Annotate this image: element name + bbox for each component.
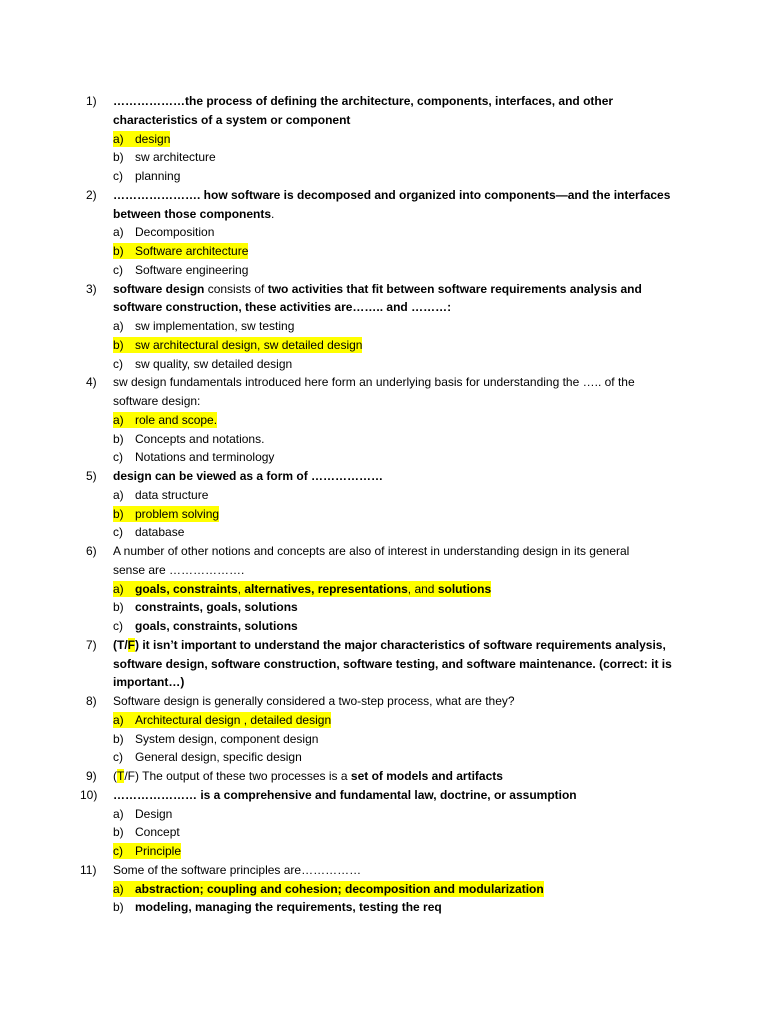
question-number: 5): [86, 469, 97, 483]
question-number: 4): [86, 375, 97, 390]
text-run: design can be viewed as a form of ………………: [113, 469, 384, 483]
text-run: Software engineering: [135, 262, 249, 277]
answer-option: [113, 524, 184, 540]
text-run: …………………. how software is decomposed and organized into components—and the interfaces: [113, 187, 671, 202]
option-letter: c): [113, 750, 123, 765]
question-text: [113, 187, 670, 203]
question-text: [113, 562, 244, 578]
text-run: .: [271, 206, 275, 221]
text-run: sw implementation, sw testing: [135, 319, 295, 333]
question-text: [113, 93, 613, 109]
text-run: goals, constraints: [135, 581, 238, 596]
question-number: 10): [80, 787, 98, 802]
question-text: [113, 787, 577, 803]
text-run: Principle: [135, 844, 182, 858]
text-run: design: [135, 131, 171, 146]
text-run: ) it isn’t important to understand the major characteristics of software requirements analysis,: [135, 637, 666, 652]
question-text: [113, 374, 635, 390]
text-run: ………………the process of defining the architecture, components, interfaces, and other: [113, 94, 614, 108]
text-run: Software design is generally considered a two-step process, what are they?: [113, 694, 515, 708]
option-letter: b): [113, 150, 124, 165]
question-text: [113, 543, 629, 559]
option-letter: b): [113, 825, 124, 840]
text-run: consists of: [204, 281, 268, 296]
answer-option-highlighted: [113, 412, 217, 428]
option-letter: b): [113, 731, 124, 746]
text-run: important…): [113, 675, 185, 690]
answer-option: [113, 262, 248, 278]
text-run: characteristics of a system or component: [113, 112, 351, 127]
text-run: , and: [407, 581, 438, 596]
text-run: Some of the software principles are……………: [113, 862, 362, 877]
text-run: two activities that fit between software requirements analysis and: [267, 281, 642, 296]
option-letter: c): [113, 450, 123, 465]
text-run: data structure: [135, 487, 209, 502]
option-letter: c): [113, 844, 123, 858]
question-number: 6): [86, 544, 97, 558]
text-run: sw architecture: [135, 150, 216, 165]
option-letter: b): [113, 506, 124, 521]
text-run: (: [113, 769, 117, 783]
option-letter: c): [113, 619, 123, 633]
option-letter: c): [113, 356, 123, 371]
answer-option-highlighted: [113, 881, 544, 897]
question-text: [113, 299, 451, 315]
option-letter: b): [113, 244, 124, 258]
answer-option-highlighted: [113, 337, 362, 353]
text-run: T: [117, 769, 125, 783]
text-run: constraints, goals, solutions: [135, 600, 298, 615]
text-run: General design, specific design: [135, 750, 302, 765]
text-run: System design, component design: [135, 731, 319, 746]
text-run: sw architectural design, sw detailed design: [135, 337, 363, 352]
option-letter: a): [113, 712, 124, 727]
answer-option: [113, 824, 180, 840]
option-letter: b): [113, 900, 124, 915]
question-text: [113, 206, 274, 222]
answer-option-highlighted: [113, 843, 181, 859]
answer-option-highlighted: [113, 131, 170, 147]
text-run: problem solving: [135, 506, 220, 521]
text-run: A number of other notions and concepts are also of interest in understanding design in its general: [113, 544, 630, 558]
question-number: 11): [80, 862, 97, 877]
text-run: Software architecture: [135, 244, 249, 258]
question-number: 2): [86, 187, 97, 202]
question-text: [113, 656, 672, 672]
text-run: sw quality, sw detailed design: [135, 356, 293, 371]
text-run: modeling, managing the requirements, testing the req: [135, 900, 442, 915]
option-letter: c): [113, 525, 123, 540]
answer-option: [113, 168, 180, 184]
question-text: [113, 393, 200, 409]
answer-option: [113, 806, 172, 822]
answer-option: [113, 487, 208, 503]
answer-option: [113, 149, 216, 165]
text-run: Notations and terminology: [135, 450, 275, 465]
option-letter: a): [113, 581, 124, 596]
question-text: [113, 468, 383, 484]
text-run: Design: [135, 806, 173, 821]
option-letter: a): [113, 487, 124, 502]
text-run: software design:: [113, 394, 201, 408]
question-number: 7): [86, 637, 97, 652]
answer-option: [113, 356, 292, 372]
answer-option: [113, 431, 264, 447]
question-number: 3): [86, 281, 97, 296]
option-letter: b): [113, 337, 124, 352]
text-run: database: [135, 525, 185, 540]
text-run: Decomposition: [135, 225, 215, 240]
question-text: [113, 768, 503, 784]
text-run: planning: [135, 169, 181, 183]
option-letter: b): [113, 431, 124, 446]
answer-option: [113, 318, 294, 334]
text-run: Concepts and notations.: [135, 431, 265, 446]
option-letter: a): [113, 319, 124, 333]
answer-option-highlighted: [113, 243, 248, 259]
question-number: 8): [86, 694, 97, 708]
text-run: sense are ……………….: [113, 562, 245, 577]
option-letter: c): [113, 169, 123, 183]
question-number: 1): [86, 94, 97, 108]
text-run: set of models and artifacts: [350, 769, 503, 783]
text-run: (T/: [113, 637, 128, 652]
text-run: F: [127, 637, 136, 652]
option-letter: a): [113, 131, 124, 146]
option-letter: a): [113, 412, 124, 427]
option-letter: a): [113, 806, 124, 821]
answer-option: [113, 749, 302, 765]
option-letter: b): [113, 600, 124, 615]
answer-option-highlighted: [113, 712, 331, 728]
question-text: [113, 637, 666, 653]
question-text: [113, 693, 515, 709]
question-text: [113, 862, 361, 878]
text-run: Concept: [135, 825, 180, 840]
text-run: software construction, these activities are…….. and ………:: [113, 300, 452, 315]
question-text: [113, 112, 350, 128]
option-letter: a): [113, 881, 124, 896]
text-run: goals, constraints, solutions: [135, 619, 298, 633]
option-letter: a): [113, 225, 124, 240]
answer-option: [113, 731, 318, 747]
text-run: alternatives, representations: [244, 581, 408, 596]
text-run: ………………… is a comprehensive and fundamental law, doctrine, or assumption: [113, 787, 577, 802]
text-run: role and scope.: [135, 412, 218, 427]
answer-option: [113, 899, 442, 915]
answer-option-highlighted: [113, 581, 491, 597]
text-run: Architectural design , detailed design: [135, 712, 332, 727]
text-run: software design: [113, 281, 205, 296]
answer-option: [113, 224, 214, 240]
text-run: between those components: [113, 206, 272, 221]
answer-option: [113, 449, 274, 465]
answer-option-highlighted: [113, 506, 219, 522]
text-run: ,: [237, 581, 245, 596]
answer-option: [113, 618, 298, 634]
text-run: software design, software construction, software testing, and software maintenance. (correct: it is: [113, 656, 672, 671]
option-letter: c): [113, 262, 123, 277]
question-text: [113, 281, 642, 297]
question-number: 9): [86, 769, 97, 783]
text-run: abstraction; coupling and cohesion; decomposition and modularization: [135, 881, 544, 896]
text-run: /F) The output of these two processes is a: [124, 769, 351, 783]
text-run: sw design fundamentals introduced here form an underlying basis for understanding the ….. of the: [113, 375, 635, 390]
answer-option: [113, 599, 298, 615]
text-run: solutions: [437, 581, 492, 596]
question-text: [113, 674, 184, 690]
